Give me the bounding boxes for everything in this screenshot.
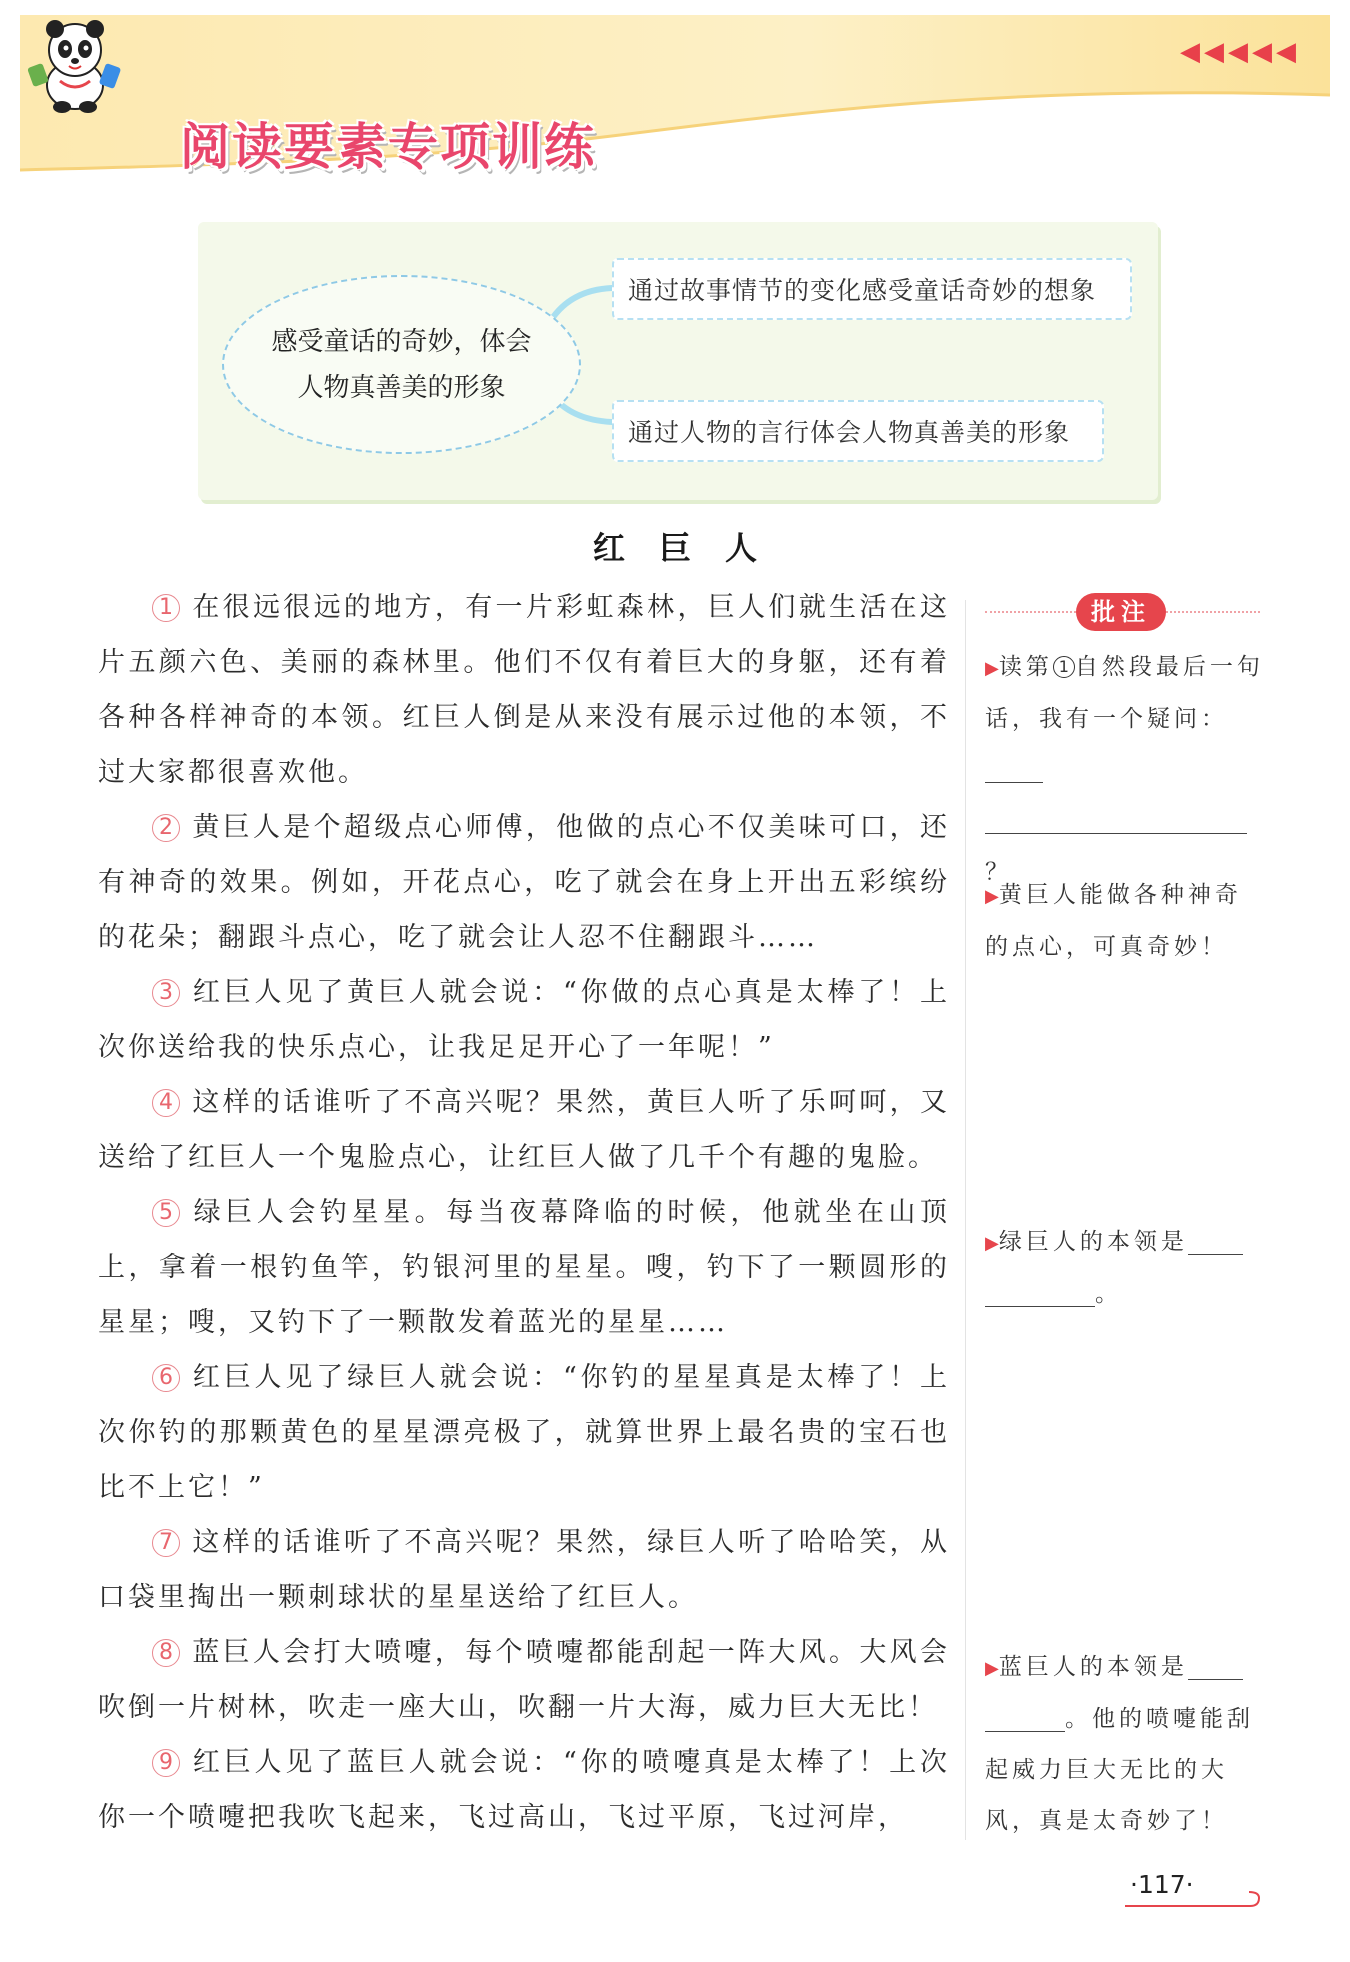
concept-center-line1: 感受童话的奇妙，体会 <box>271 326 532 357</box>
paragraph-text: 绿巨人会钓星星。每当夜幕降临的时候，他就坐在山顶上，拿着一根钓鱼竿，钓银河里的星星。嗖，钓下了一颗圆形的星星；嗖，又钓下了一颗散发着蓝光的星星…… <box>98 1197 950 1338</box>
story-title: 红巨人 <box>592 529 791 567</box>
paragraph-number: 8 <box>152 1639 180 1667</box>
triangle-bullet-icon: ▶ <box>985 886 999 907</box>
annotation-note-yellow-giant: ▶黄巨人能做各种神奇的点心，可真奇妙！ <box>985 882 1242 960</box>
paragraph <box>98 1185 950 1350</box>
paragraph <box>98 1350 950 1515</box>
paragraph <box>98 1625 950 1735</box>
triangle-bullet-icon: ▶ <box>985 658 999 679</box>
answer-blank[interactable] <box>1188 1649 1243 1680</box>
answer-blank[interactable] <box>985 803 1247 834</box>
story-body <box>98 580 950 1845</box>
paragraph-text: 红巨人见了绿巨人就会说：“你钓的星星真是太棒了！上次你钓的那颗黄色的星星漂亮极了，就算世界上最名贵的宝石也比不上它！” <box>98 1362 950 1503</box>
page-number: ·117· <box>1130 1870 1194 1899</box>
paragraph-text: 这样的话谁听了不高兴呢？果然，黄巨人听了乐呵呵，又送给了红巨人一个鬼脸点心，让红巨人做了几千个有趣的鬼脸。 <box>98 1087 950 1173</box>
panda-mascot-icon <box>20 15 130 115</box>
paragraph-number: 3 <box>152 979 180 1007</box>
annotation-note-green-giant: ▶绿巨人的本领是 。 <box>985 1217 1265 1320</box>
concept-item-plot: 通过故事情节的变化感受童话奇妙的想象 <box>612 258 1132 320</box>
paragraph <box>98 1515 950 1625</box>
paragraph-number: 1 <box>152 594 180 622</box>
header-banner <box>20 15 1330 195</box>
paragraph-number: 6 <box>152 1364 180 1392</box>
page-number-underline <box>1125 1880 1265 1910</box>
paragraph-number: 7 <box>152 1529 180 1557</box>
paragraph-text: 红巨人见了蓝巨人就会说：“你的喷嚏真是太棒了！上次你一个喷嚏把我吹飞起来，飞过高山，飞过平原，飞过河岸， <box>98 1747 950 1833</box>
paragraph-number: 5 <box>152 1199 180 1227</box>
annotation-badge: 批注 <box>1076 593 1166 631</box>
paragraph <box>98 580 950 800</box>
paragraph-text: 这样的话谁听了不高兴呢？果然，绿巨人听了哈哈笑，从口袋里掏出一颗刺球状的星星送给了红巨人。 <box>98 1527 950 1613</box>
answer-blank[interactable] <box>985 1701 1065 1732</box>
answer-blank[interactable] <box>985 1276 1095 1307</box>
paragraph-number: 9 <box>152 1749 180 1777</box>
paragraph <box>98 1075 950 1185</box>
annotation-note-blue-giant: ▶蓝巨人的本领是 。他的喷嚏能刮起威力巨大无比的大风，真是太奇妙了！ <box>985 1642 1265 1847</box>
paragraph-text: 黄巨人是个超级点心师傅，他做的点心不仅美味可口，还有神奇的效果。例如，开花点心，吃了就会在身上开出五彩缤纷的花朵；翻跟斗点心，吃了就会让人忍不住翻跟斗…… <box>98 812 950 953</box>
concept-item-character: 通过人物的言行体会人物真善美的形象 <box>612 400 1104 462</box>
paragraph-text: 在很远很远的地方，有一片彩虹森林，巨人们就生活在这片五颜六色、美丽的森林里。他们不仅有着巨大的身躯，还有着各种各样神奇的本领。红巨人倒是从来没有展示过他的本领，不过大家都很喜欢他。 <box>98 592 950 788</box>
answer-blank[interactable] <box>985 752 1043 783</box>
circled-number: 1 <box>1053 656 1075 678</box>
answer-blank[interactable] <box>1188 1224 1243 1255</box>
paragraph-text: 蓝巨人会打大喷嚏，每个喷嚏都能刮起一阵大风。大风会吹倒一片树林，吹走一座大山，吹翻一片大海，威力巨大无比！ <box>98 1637 950 1723</box>
paragraph-text: 红巨人见了黄巨人就会说：“你做的点心真是太棒了！上次你送给我的快乐点心，让我足足开心了一年呢！” <box>98 977 950 1063</box>
paragraph <box>98 965 950 1075</box>
paragraph-number: 2 <box>152 814 180 842</box>
triangle-bullet-icon: ▶ <box>985 1658 999 1679</box>
decorative-arrows: ◀◀◀◀◀ <box>1180 37 1300 67</box>
concept-center <box>222 275 581 454</box>
triangle-bullet-icon: ▶ <box>985 1233 999 1254</box>
paragraph-number: 4 <box>152 1089 180 1117</box>
annotation-note-question: ▶读第 1 自然段最后一句话，我有一个疑问： ？ <box>985 654 1264 885</box>
section-title: 阅读要素专项训练 <box>180 118 596 176</box>
concept-center-line2: 人物真善美的形象 <box>297 372 506 403</box>
paragraph <box>98 1735 950 1845</box>
paragraph <box>98 800 950 965</box>
column-divider <box>965 600 966 1840</box>
